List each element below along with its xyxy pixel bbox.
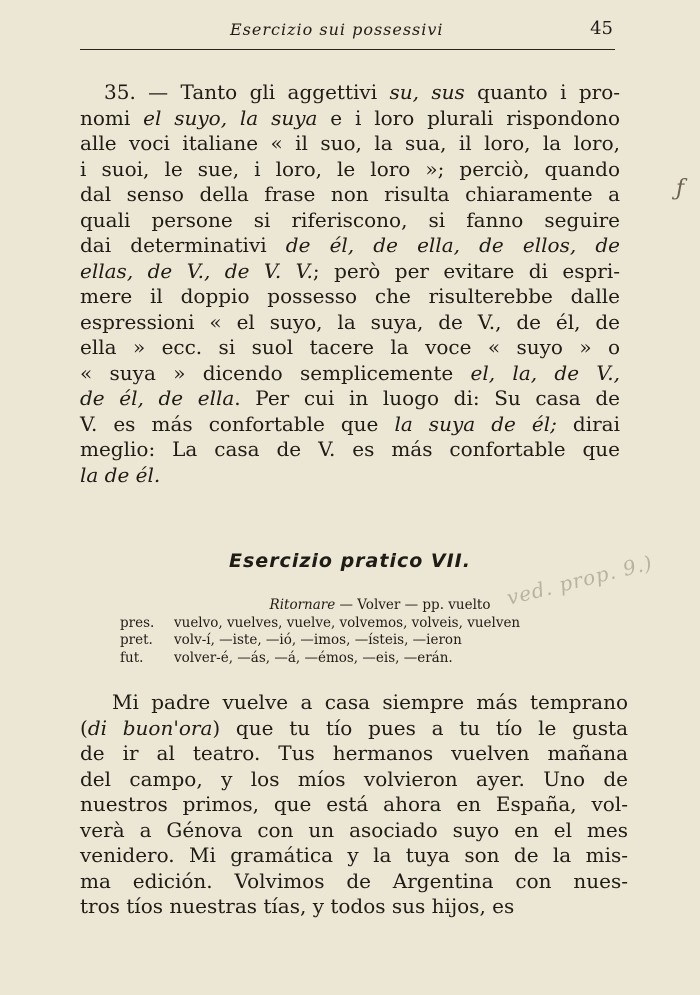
running-header <box>80 18 615 48</box>
text-line <box>80 767 628 793</box>
text-run: mere il doppio possesso che risulterebbe dalle <box>80 284 620 308</box>
text-line <box>80 843 628 869</box>
text-run: i suoi, le sue, i loro, le loro »; perciò, quando <box>80 156 620 181</box>
text-run: del campo, y los míos volvieron ayer. Uno de <box>80 766 628 791</box>
text-run: nomi <box>80 105 144 130</box>
text-run: nuestros primos, que está ahora en España, vol- <box>80 792 628 816</box>
text-run: ; però per evitare di espri- <box>312 258 620 283</box>
italic-run: de él, de ella <box>80 386 235 410</box>
header-rule <box>80 49 615 50</box>
verb-conjugation-table <box>120 597 600 667</box>
italic-run: di buon'ora <box>87 715 213 740</box>
exercise-text <box>80 690 628 920</box>
text-run: quanto i pro- <box>464 80 621 104</box>
text-run: Mi padre vuelve a casa siempre más temprano <box>112 690 628 714</box>
tense-forms: vuelvo, vuelves, vuelve, volvemos, volveis, vuelven <box>174 614 521 631</box>
text-run: ella » ecc. si suol tacere la voce « suyo » o <box>80 335 620 359</box>
tense-forms: volv-í, —iste, —ió, —imos, —ísteis, —ieron <box>174 632 462 648</box>
italic-run: el, la, de V., <box>470 360 621 385</box>
text-line <box>80 792 628 818</box>
text-line <box>80 131 620 157</box>
text-run: V. es más confortable que <box>80 411 395 436</box>
text-run: « suya » dicendo semplicemente <box>80 360 471 385</box>
page-number: 45 <box>590 18 613 39</box>
tense-forms: volver-é, —ás, —á, —émos, —eis, —erán. <box>174 649 453 666</box>
text-run: de ir al teatro. Tus hermanos vuelven mañana <box>80 741 628 765</box>
conjugation-row-future <box>120 650 600 668</box>
text-line <box>80 361 620 387</box>
text-line <box>80 869 628 895</box>
verb-heading-rest: — Volver — pp. vuelto <box>335 597 491 613</box>
text-line <box>80 716 628 742</box>
text-line <box>80 437 620 463</box>
tense-label: fut. <box>120 649 144 666</box>
text-line <box>80 80 620 106</box>
text-run: verà a Génova con un asociado suyo en el mes <box>80 817 628 842</box>
italic-run: la suya de él; <box>394 411 557 436</box>
conjugation-row-preterite <box>120 632 600 650</box>
text-run: alle voci italiane « il suo, la sua, il loro, la loro, <box>80 131 620 155</box>
text-run: dal senso della frase non risulta chiaramente a <box>80 182 620 206</box>
handwritten-note: ved. prop. 9.) <box>504 550 656 610</box>
text-line <box>80 335 620 361</box>
text-line <box>80 259 620 285</box>
text-line <box>80 412 620 438</box>
text-run: dai determinativi <box>80 233 286 257</box>
text-run: dirai <box>556 411 620 436</box>
text-run: ( <box>80 715 88 740</box>
paragraph-35 <box>80 80 620 488</box>
text-line <box>80 233 620 259</box>
text-run: ma edición. Volvimos de Argentina con nues- <box>80 868 628 893</box>
text-line <box>80 310 620 336</box>
text-line <box>80 106 620 132</box>
tense-label: pret. <box>120 632 153 648</box>
exercise-title: Esercizio pratico VII. <box>229 550 471 572</box>
text-line <box>80 463 620 489</box>
text-run: e i loro plurali rispondono <box>317 105 620 130</box>
italic-run: el suyo, la suya <box>143 105 318 130</box>
text-run: tros tíos nuestras tías, y todos sus hijos, es <box>80 894 515 918</box>
conjugation-row-present <box>120 615 600 633</box>
tense-label: pres. <box>120 614 155 631</box>
text-line <box>80 894 628 920</box>
text-run: quali persone si riferiscono, si fanno seguire <box>80 207 620 232</box>
text-run: meglio: La casa de V. es más confortable que <box>80 437 620 461</box>
text-run: espressioni « el suyo, la suya, de V., de él, de <box>80 309 620 334</box>
italic-run: su, sus <box>389 80 465 104</box>
text-line <box>80 690 628 716</box>
text-line <box>80 157 620 183</box>
text-run: . Per cui in luogo di: Su casa de <box>234 386 620 410</box>
text-line <box>80 386 620 412</box>
text-line <box>80 208 620 234</box>
verb-heading-italian: Ritornare <box>269 597 336 613</box>
text-line <box>80 182 620 208</box>
text-run: venidero. Mi gramática y la tuya son de la mis- <box>80 843 628 867</box>
text-run: ) que tu tío pues a tu tío le gusta <box>212 715 629 740</box>
header-title: Esercizio sui possessivi <box>230 20 444 39</box>
text-line <box>80 741 628 767</box>
text-line <box>80 818 628 844</box>
margin-mark: ƒ <box>676 176 685 201</box>
italic-run: la de él. <box>80 462 161 487</box>
italic-run: ellas, de V., de V. V. <box>80 258 313 283</box>
text-run: 35. — Tanto gli aggettivi <box>104 80 390 104</box>
verb-heading <box>120 597 600 615</box>
italic-run: de él, de ella, de ellos, de <box>285 233 620 257</box>
text-line <box>80 284 620 310</box>
